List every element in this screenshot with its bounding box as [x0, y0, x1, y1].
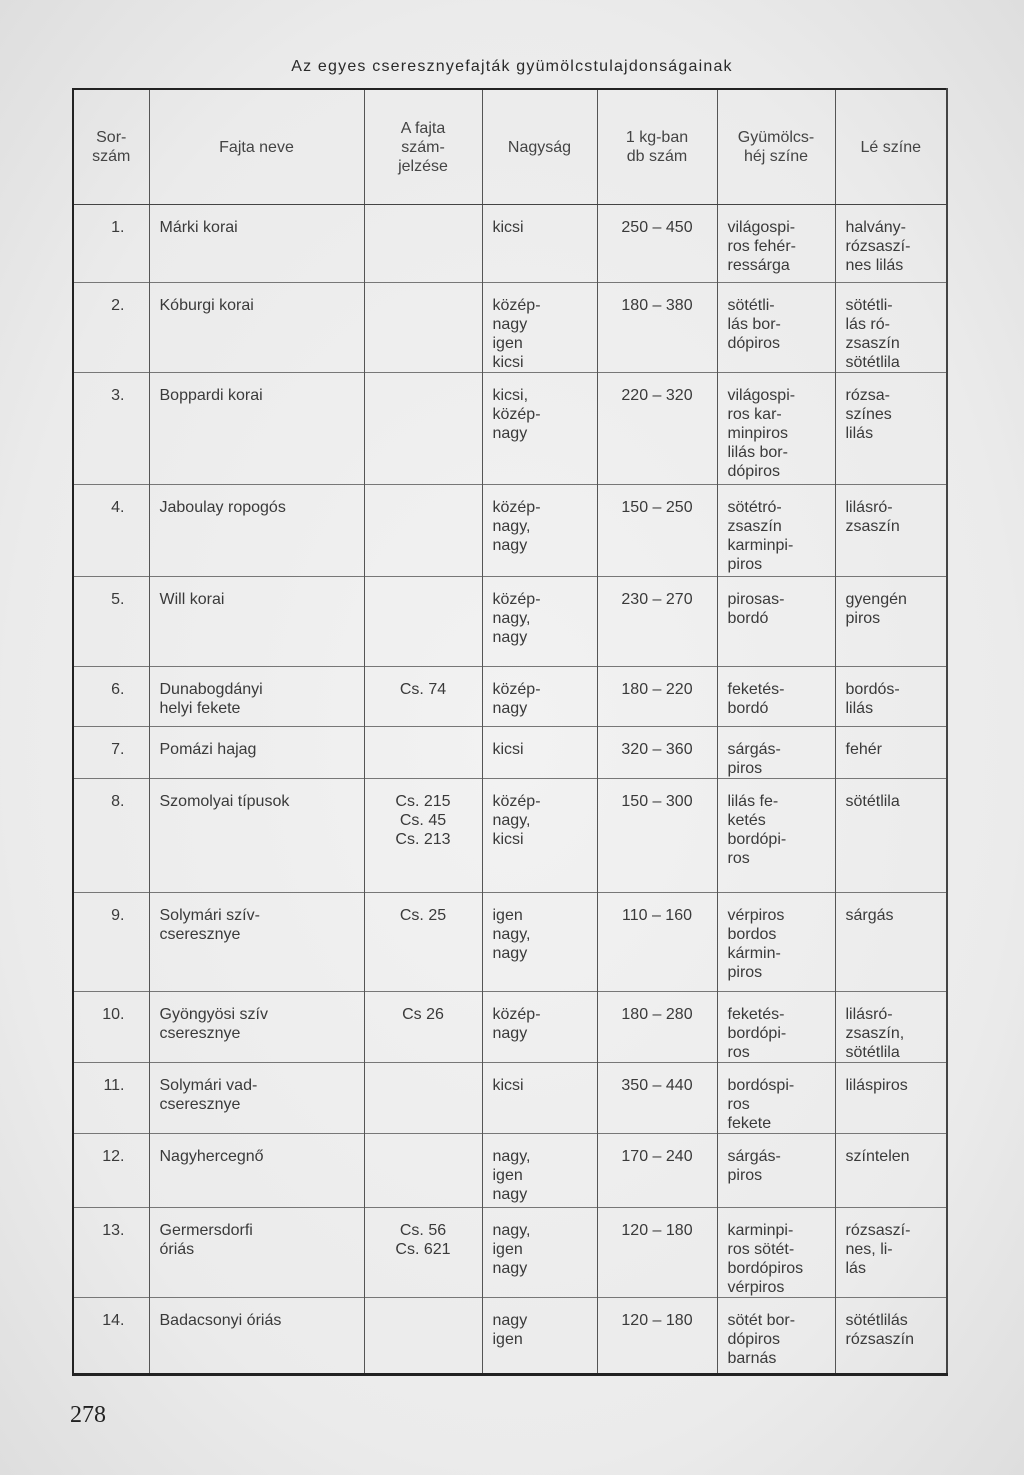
variety-code	[364, 283, 482, 373]
juice-color: sárgás	[835, 893, 947, 992]
count-per-kg: 110 – 160	[597, 893, 717, 992]
skin-color: sötétli- lás bor- dópiros	[717, 283, 835, 373]
table-row	[73, 727, 947, 779]
skin-color: sárgás- piros	[717, 1134, 835, 1208]
row-number: 3.	[73, 373, 149, 485]
page-number: 278	[70, 1402, 106, 1428]
variety-code: Cs. 215 Cs. 45 Cs. 213	[364, 779, 482, 893]
header-heja-szine: Gyümölcs- héj színe	[717, 89, 835, 205]
variety-name: Solymári szív- cseresznye	[149, 893, 364, 992]
juice-color: bordós- lilás	[835, 667, 947, 727]
table-row	[73, 1134, 947, 1208]
fruit-size: nagy igen	[482, 1298, 597, 1375]
skin-color: világospi- ros kar- minpiros lilás bor- dópiros	[717, 373, 835, 485]
juice-color: sötétli- lás ró- zsaszín sötétlila	[835, 283, 947, 373]
table-row	[73, 667, 947, 727]
juice-color: lilásró- zsaszín	[835, 485, 947, 577]
variety-code: Cs 26	[364, 992, 482, 1063]
skin-color: pirosas- bordó	[717, 577, 835, 667]
table-row	[73, 485, 947, 577]
row-number: 13.	[73, 1208, 149, 1298]
variety-code: Cs. 56 Cs. 621	[364, 1208, 482, 1298]
table-row	[73, 205, 947, 283]
juice-color: gyengén piros	[835, 577, 947, 667]
skin-color: világospi- ros fehér- ressárga	[717, 205, 835, 283]
count-per-kg: 230 – 270	[597, 577, 717, 667]
variety-code	[364, 485, 482, 577]
table-row	[73, 779, 947, 893]
row-number: 8.	[73, 779, 149, 893]
variety-name: Jaboulay ropogós	[149, 485, 364, 577]
row-number: 10.	[73, 992, 149, 1063]
variety-code	[364, 727, 482, 779]
count-per-kg: 320 – 360	[597, 727, 717, 779]
row-number: 14.	[73, 1298, 149, 1375]
juice-color: halvány- rózsaszí- nes lilás	[835, 205, 947, 283]
fruit-size: kicsi	[482, 1063, 597, 1134]
variety-name: Badacsonyi óriás	[149, 1298, 364, 1375]
skin-color: bordóspi- ros fekete	[717, 1063, 835, 1134]
variety-name: Márki korai	[149, 205, 364, 283]
variety-code	[364, 373, 482, 485]
juice-color: lilásró- zsaszín, sötétlila	[835, 992, 947, 1063]
fruit-size: közép- nagy, nagy	[482, 485, 597, 577]
fruit-size: közép- nagy igen kicsi	[482, 283, 597, 373]
header-db-szam: 1 kg-ban db szám	[597, 89, 717, 205]
row-number: 5.	[73, 577, 149, 667]
variety-code: Cs. 25	[364, 893, 482, 992]
fruit-size: kicsi	[482, 727, 597, 779]
juice-color: sötétlilás rózsaszín	[835, 1298, 947, 1375]
table-row	[73, 283, 947, 373]
header-jelzes: A fajta szám- jelzése	[364, 89, 482, 205]
row-number: 11.	[73, 1063, 149, 1134]
fruit-size: kicsi, közép- nagy	[482, 373, 597, 485]
variety-code	[364, 1134, 482, 1208]
variety-code	[364, 1063, 482, 1134]
fruit-size: közép- nagy	[482, 992, 597, 1063]
header-row	[73, 89, 947, 205]
skin-color: karminpi- ros sötét- bordópiros vérpiros	[717, 1208, 835, 1298]
table-title: Az egyes cseresznyefajták gyümölcstulajdonságainak	[291, 58, 733, 75]
row-number: 9.	[73, 893, 149, 992]
fruit-size: közép- nagy	[482, 667, 597, 727]
fruit-size: kicsi	[482, 205, 597, 283]
count-per-kg: 350 – 440	[597, 1063, 717, 1134]
juice-color: színtelen	[835, 1134, 947, 1208]
variety-name: Boppardi korai	[149, 373, 364, 485]
juice-color: fehér	[835, 727, 947, 779]
variety-name: Dunabogdányi helyi fekete	[149, 667, 364, 727]
variety-name: Szomolyai típusok	[149, 779, 364, 893]
variety-name: Solymári vad- cseresznye	[149, 1063, 364, 1134]
fruit-size: közép- nagy, nagy	[482, 577, 597, 667]
skin-color: sötét bor- dópiros barnás	[717, 1298, 835, 1375]
fruit-size: nagy, igen nagy	[482, 1208, 597, 1298]
variety-name: Kóburgi korai	[149, 283, 364, 373]
juice-color: rózsaszí- nes, li- lás	[835, 1208, 947, 1298]
count-per-kg: 180 – 280	[597, 992, 717, 1063]
table-row	[73, 1298, 947, 1375]
count-per-kg: 180 – 380	[597, 283, 717, 373]
count-per-kg: 250 – 450	[597, 205, 717, 283]
row-number: 12.	[73, 1134, 149, 1208]
header-fajta-neve: Fajta neve	[149, 89, 364, 205]
skin-color: vérpiros bordos kármin- piros	[717, 893, 835, 992]
row-number: 6.	[73, 667, 149, 727]
table-row	[73, 1063, 947, 1134]
row-number: 7.	[73, 727, 149, 779]
table-row	[73, 992, 947, 1063]
skin-color: sárgás- piros	[717, 727, 835, 779]
count-per-kg: 180 – 220	[597, 667, 717, 727]
table-row	[73, 373, 947, 485]
table-body	[73, 205, 947, 1375]
skin-color: sötétró- zsaszín karminpi- piros	[717, 485, 835, 577]
skin-color: feketés- bordópi- ros	[717, 992, 835, 1063]
count-per-kg: 170 – 240	[597, 1134, 717, 1208]
row-number: 2.	[73, 283, 149, 373]
variety-name: Nagyhercegnő	[149, 1134, 364, 1208]
skin-color: lilás fe- ketés bordópi- ros	[717, 779, 835, 893]
variety-name: Germersdorfi óriás	[149, 1208, 364, 1298]
count-per-kg: 120 – 180	[597, 1208, 717, 1298]
table-row	[73, 893, 947, 992]
header-sorszam: Sor- szám	[73, 89, 149, 205]
count-per-kg: 150 – 300	[597, 779, 717, 893]
juice-color: liláspiros	[835, 1063, 947, 1134]
variety-name: Will korai	[149, 577, 364, 667]
cherry-varieties-table	[72, 88, 948, 1376]
count-per-kg: 150 – 250	[597, 485, 717, 577]
variety-code	[364, 577, 482, 667]
header-le-szine: Lé színe	[835, 89, 947, 205]
variety-name: Pomázi hajag	[149, 727, 364, 779]
variety-name: Gyöngyösi szív cseresznye	[149, 992, 364, 1063]
row-number: 4.	[73, 485, 149, 577]
fruit-size: közép- nagy, kicsi	[482, 779, 597, 893]
fruit-size: igen nagy, nagy	[482, 893, 597, 992]
row-number: 1.	[73, 205, 149, 283]
variety-code: Cs. 74	[364, 667, 482, 727]
count-per-kg: 120 – 180	[597, 1298, 717, 1375]
skin-color: feketés- bordó	[717, 667, 835, 727]
table-row	[73, 577, 947, 667]
juice-color: rózsa- színes lilás	[835, 373, 947, 485]
header-nagysag: Nagyság	[482, 89, 597, 205]
variety-code	[364, 205, 482, 283]
fruit-size: nagy, igen nagy	[482, 1134, 597, 1208]
count-per-kg: 220 – 320	[597, 373, 717, 485]
juice-color: sötétlila	[835, 779, 947, 893]
table-row	[73, 1208, 947, 1298]
variety-code	[364, 1298, 482, 1375]
